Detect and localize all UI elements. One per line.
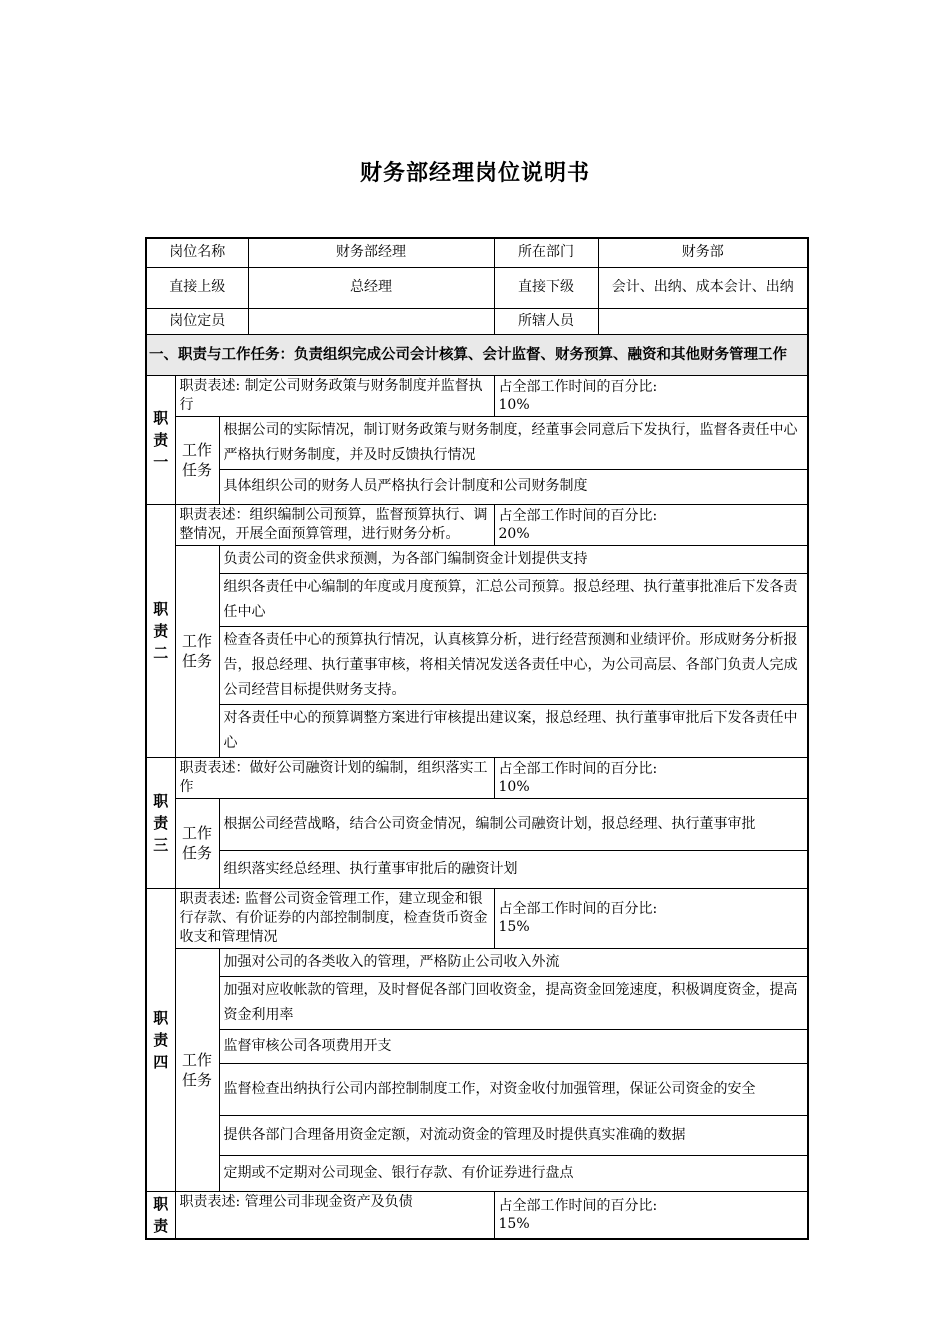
dept-label: 所在部门 bbox=[494, 238, 598, 267]
task-item: 负责公司的资金供求预测，为各部门编制资金计划提供支持 bbox=[219, 545, 808, 573]
duty-description: 职责表述：做好公司融资计划的编制，组织落实工作 bbox=[175, 757, 494, 798]
duty-label: 职 责 三 bbox=[146, 757, 175, 888]
headcount-label: 岗位定员 bbox=[146, 308, 248, 334]
job-description-table bbox=[145, 237, 807, 1240]
task-item: 加强对公司的各类收入的管理，严格防止公司收入外流 bbox=[219, 948, 808, 976]
task-item: 根据公司的实际情况，制订财务政策与财务制度，经董事会同意后下发执行，监督各责任中心严格执行财务制度，并及时反馈执行情况 bbox=[219, 416, 808, 469]
superior-label: 直接上级 bbox=[146, 267, 248, 308]
page-title: 财务部经理岗位说明书 bbox=[359, 161, 590, 186]
dept-value: 财务部 bbox=[598, 238, 808, 267]
task-item: 组织各责任中心编制的年度或月度预算，汇总公司预算。报总经理、执行董事批准后下发各责任中心 bbox=[219, 573, 808, 626]
subordinate-value: 会计、出纳、成本会计、出纳 bbox=[598, 267, 808, 308]
task-item: 对各责任中心的预算调整方案进行审核提出建议案，报总经理、执行董事审批后下发各责任中心 bbox=[219, 704, 808, 757]
time-percentage: 占全部工作时间的百分比: 15% bbox=[494, 1191, 808, 1239]
task-item: 监督审核公司各项费用开支 bbox=[219, 1029, 808, 1063]
task-item: 提供各部门合理备用资金定额，对流动资金的管理及时提供真实准确的数据 bbox=[219, 1115, 808, 1155]
duty-label: 职 责 二 bbox=[146, 504, 175, 757]
time-percentage: 占全部工作时间的百分比: 10% bbox=[494, 757, 808, 798]
duty-description: 职责表述：组织编制公司预算，监督预算执行、调整情况，开展全面预算管理，进行财务分析。 bbox=[175, 504, 494, 545]
task-item: 具体组织公司的财务人员严格执行会计制度和公司财务制度 bbox=[219, 469, 808, 504]
duty-description: 职责表述: 监督公司资金管理工作，建立现金和银行存款、有价证券的内部控制制度，检查货币资金收支和管理情况 bbox=[175, 888, 494, 948]
time-percentage: 占全部工作时间的百分比: 20% bbox=[494, 504, 808, 545]
headcount-value bbox=[248, 308, 494, 334]
task-header: 工作 任务 bbox=[175, 798, 219, 888]
section-heading: 一、职责与工作任务：负责组织完成公司会计核算、会计监督、财务预算、融资和其他财务管理工作 bbox=[146, 334, 808, 375]
time-percentage: 占全部工作时间的百分比: 15% bbox=[494, 888, 808, 948]
subordinate-label: 直接下级 bbox=[494, 267, 598, 308]
task-header: 工作 任务 bbox=[175, 416, 219, 504]
duty-label: 职 责 四 bbox=[146, 888, 175, 1191]
pos-name-label: 岗位名称 bbox=[146, 238, 248, 267]
task-item: 监督检查出纳执行公司内部控制制度工作，对资金收付加强管理，保证公司资金的安全 bbox=[219, 1063, 808, 1115]
task-item: 定期或不定期对公司现金、银行存款、有价证券进行盘点 bbox=[219, 1155, 808, 1191]
task-header: 工作 任务 bbox=[175, 545, 219, 757]
superior-value: 总经理 bbox=[248, 267, 494, 308]
duty-description: 职责表述: 制定公司财务政策与财务制度并监督执行 bbox=[175, 375, 494, 416]
task-item: 根据公司经营战略，结合公司资金情况，编制公司融资计划，报总经理、执行董事审批 bbox=[219, 798, 808, 850]
task-header: 工作 任务 bbox=[175, 948, 219, 1191]
task-item: 检查各责任中心的预算执行情况，认真核算分析，进行经营预测和业绩评价。形成财务分析报告，报总经理、执行董事审核，将相关情况发送各责任中心，为公司高层、各部门负责人完成公司经营目标提供财务支持。 bbox=[219, 626, 808, 704]
managed-label: 所辖人员 bbox=[494, 308, 598, 334]
time-percentage: 占全部工作时间的百分比: 10% bbox=[494, 375, 808, 416]
duty-description: 职责表述: 管理公司非现金资产及负债 bbox=[175, 1191, 494, 1239]
task-item: 组织落实经总经理、执行董事审批后的融资计划 bbox=[219, 850, 808, 888]
pos-name-value: 财务部经理 bbox=[248, 238, 494, 267]
duty-label: 职 责 bbox=[146, 1191, 175, 1239]
managed-value bbox=[598, 308, 808, 334]
duty-label: 职 责 一 bbox=[146, 375, 175, 504]
task-item: 加强对应收帐款的管理，及时督促各部门回收资金，提高资金回笼速度，积极调度资金，提高资金利用率 bbox=[219, 976, 808, 1029]
